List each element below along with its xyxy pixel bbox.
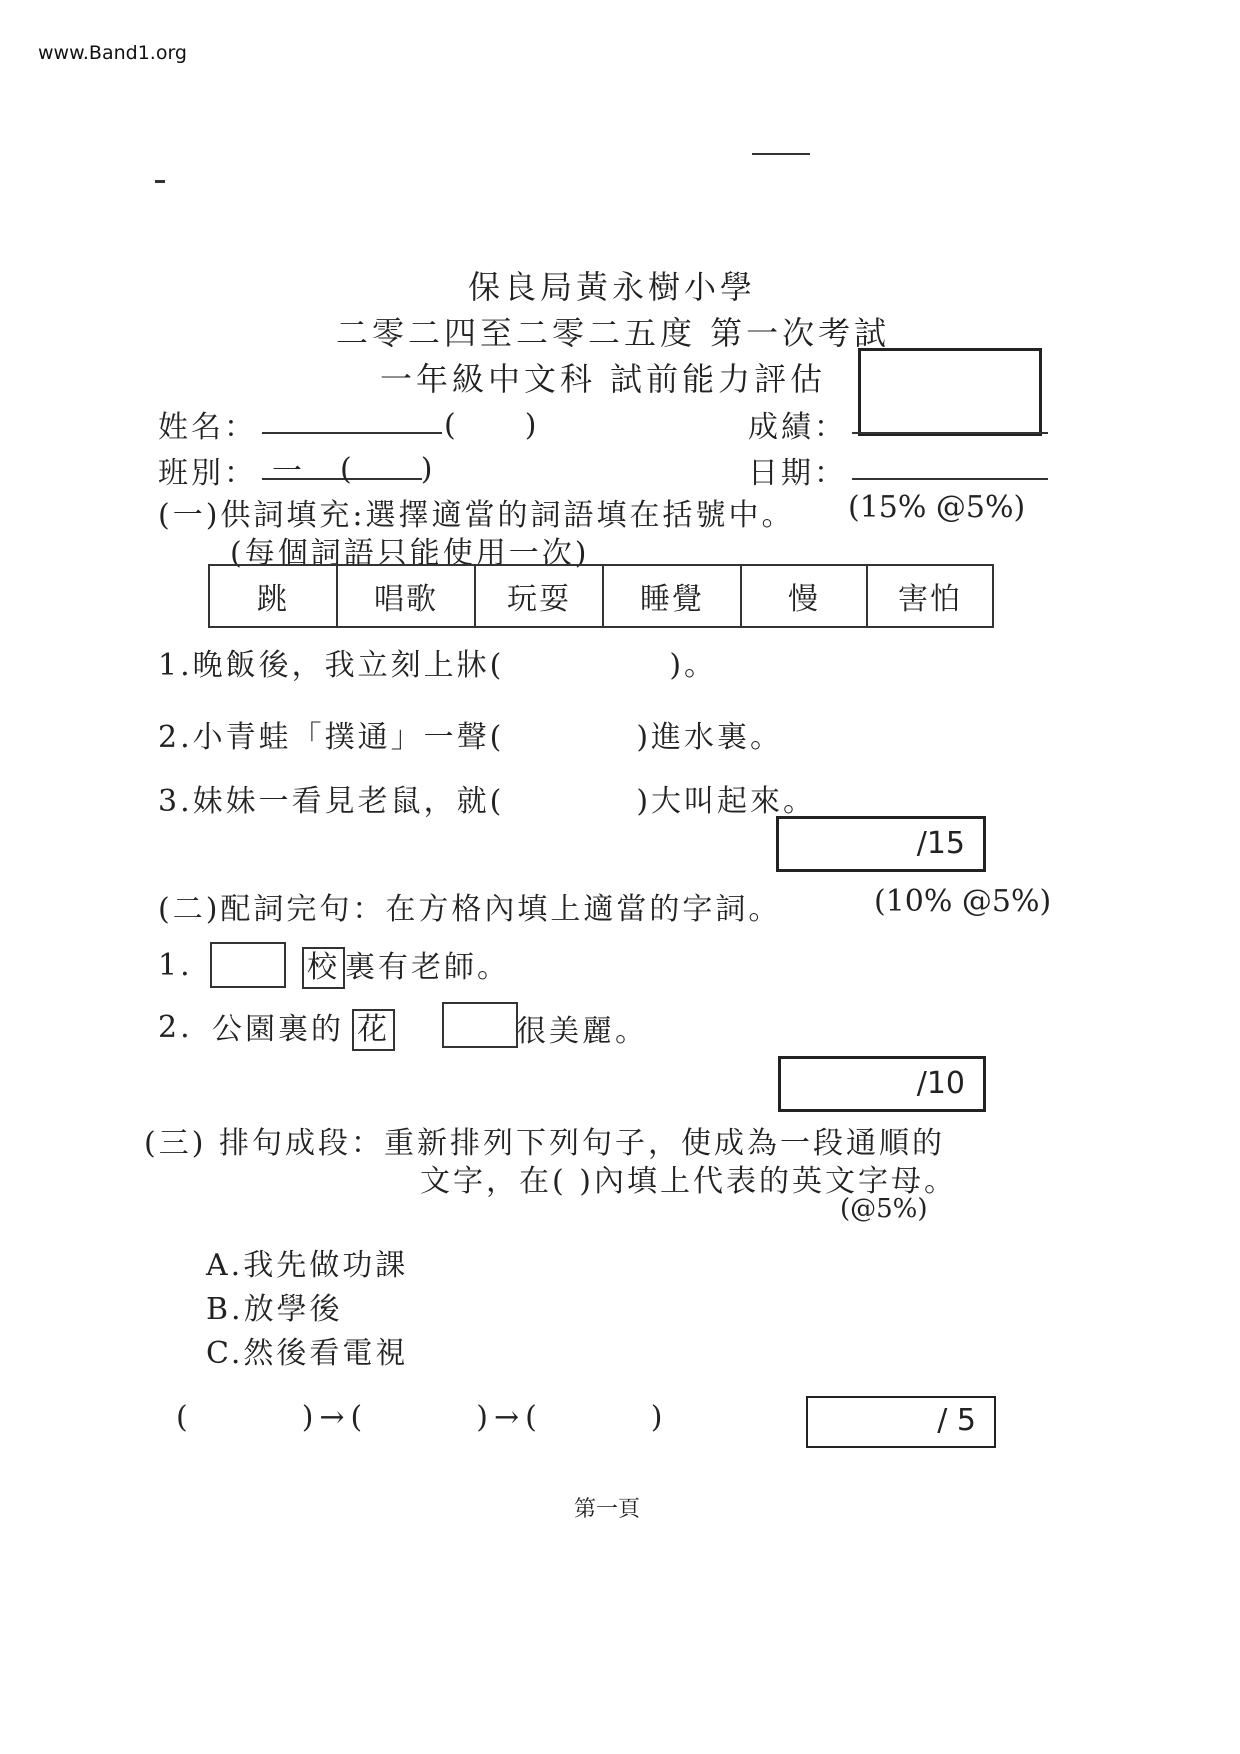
question-1-3: 3.妹妹一看見老鼠，就( )大叫起來。 xyxy=(158,784,817,819)
question-2-2-pre: 公園裏的 xyxy=(212,1012,344,1047)
name-paren: ( ) xyxy=(444,408,540,443)
word-cell: 睡覺 xyxy=(603,565,741,627)
section3-marks: (@5%) xyxy=(840,1194,928,1224)
question-2-1-text xyxy=(302,942,510,989)
class-paren: ( ) xyxy=(340,452,436,487)
sentence-b: B.放學後 xyxy=(206,1292,343,1327)
class-value: 一 xyxy=(272,454,305,489)
order-answer-line[interactable]: ( )→( )→( ) xyxy=(176,1400,669,1435)
section2-title: (二)配詞完句：在方格內填上適當的字詞。 xyxy=(158,892,782,927)
section2-score-box[interactable]: /10 xyxy=(778,1056,986,1112)
section1-score-box[interactable]: /15 xyxy=(776,816,986,872)
word-cell: 慢 xyxy=(741,565,867,627)
section2-marks: (10% @5%) xyxy=(874,884,1052,919)
score-underline xyxy=(852,432,1048,434)
site-watermark: www.Band1.org xyxy=(38,42,187,64)
question-2-2-text xyxy=(212,1004,395,1051)
scan-mark-left xyxy=(155,180,165,183)
total-score-box[interactable] xyxy=(858,348,1042,436)
name-blank[interactable] xyxy=(262,432,442,434)
name-label: 姓名： xyxy=(158,410,257,445)
score-label: 成績： xyxy=(748,410,847,445)
school-name: 保良局黃永樹小學 xyxy=(468,268,757,306)
question-1-1: 1.晚飯後，我立刻上牀( )。 xyxy=(158,648,718,683)
section1-title: (一)供詞填充:選擇適當的詞語填在括號中。 xyxy=(158,498,795,533)
class-label: 班別： xyxy=(158,456,257,491)
sentence-c: C.然後看電視 xyxy=(206,1336,409,1371)
date-label: 日期： xyxy=(748,456,847,491)
section3-title: (三) 排句成段：重新排列下列句子，使成為一段通順的 xyxy=(144,1126,945,1161)
answer-box-2-2[interactable] xyxy=(442,1002,518,1048)
word-cell: 害怕 xyxy=(867,565,993,627)
subject-title: 一年級中文科 試前能力評估 xyxy=(380,360,827,398)
word-cell: 跳 xyxy=(209,565,337,627)
word-cell: 唱歌 xyxy=(337,565,475,627)
scan-mark-top xyxy=(752,153,810,155)
given-char-box: 校 xyxy=(302,947,345,989)
given-char-box: 花 xyxy=(352,1009,395,1051)
answer-box-2-1[interactable] xyxy=(210,942,286,988)
page-number: 第一頁 xyxy=(574,1497,641,1522)
question-2-1-number: 1. xyxy=(158,948,193,983)
word-cell: 玩耍 xyxy=(475,565,603,627)
question-2-2-number: 2. xyxy=(158,1010,193,1045)
question-2-1-rest: 裏有老師。 xyxy=(345,950,510,985)
section1-note: (每個詞語只能使用一次) xyxy=(230,536,590,571)
date-blank[interactable] xyxy=(852,478,1048,480)
exam-year: 二零二四至二零二五度 第一次考試 xyxy=(336,314,891,352)
word-bank-table xyxy=(208,564,994,628)
sentence-a: A.我先做功課 xyxy=(206,1248,409,1283)
question-1-2: 2.小青蛙「撲通」一聲( )進水裏。 xyxy=(158,720,784,755)
section3-title-line2: 文字，在( )內填上代表的英文字母。 xyxy=(420,1164,957,1199)
section1-marks: (15% @5%) xyxy=(848,490,1026,525)
question-2-2-rest: 很美麗。 xyxy=(516,1014,648,1049)
section3-score-box[interactable]: / 5 xyxy=(806,1396,996,1448)
